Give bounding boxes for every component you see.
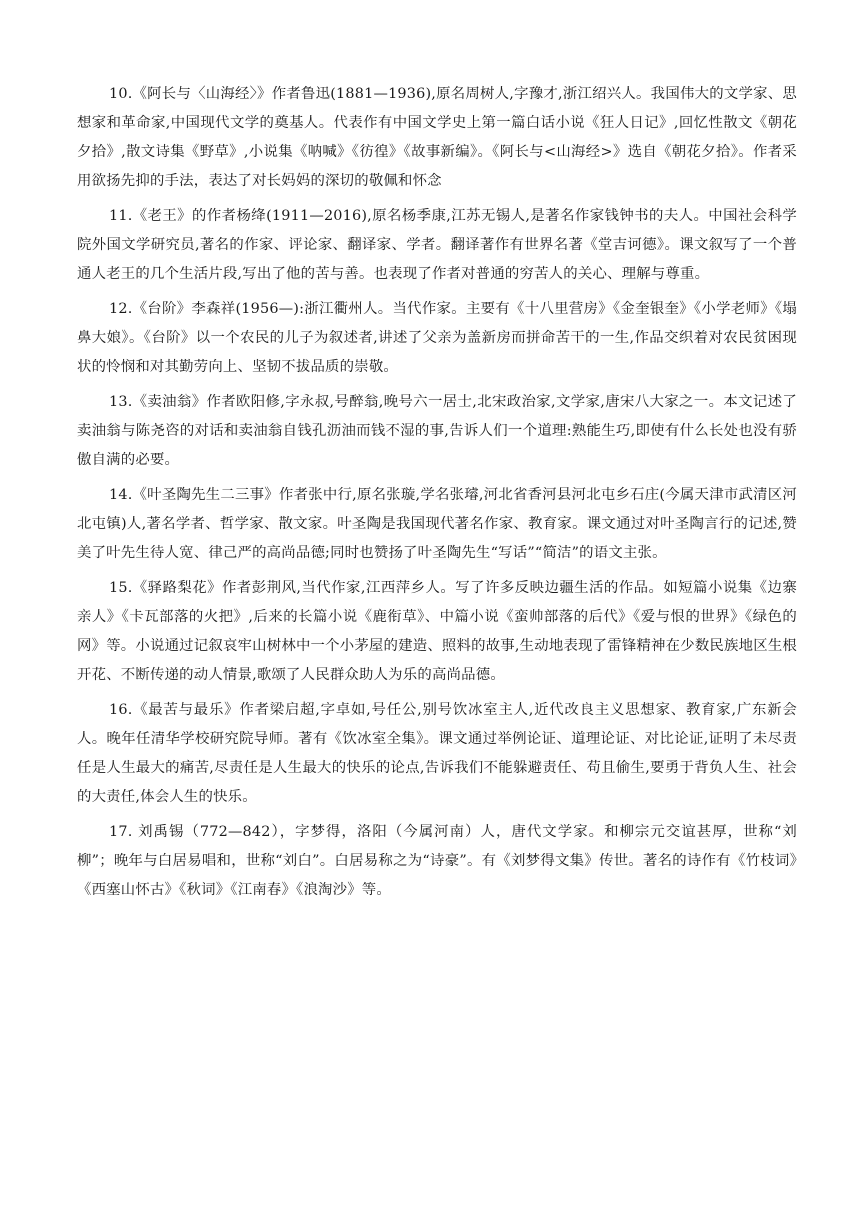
paragraph-16: 16.《最苦与最乐》作者梁启超,字卓如,号任公,别号饮冰室主人,近代改良主义思想家、教育家,广东新会人。晚年任清华学校研究院导师。著有《饮冰室全集》。课文通过举例论证、道理论证、对比论证,证明了未尽责任是人生最大的痛苦,尽责任是人生最大的快乐的论点,告诉我们不能躲避责任、苟且偷生,要勇于背负人生、社会的大责任,体会人生的快乐。 [77, 702, 797, 805]
document-body [77, 80, 797, 911]
paragraph-11: 11.《老王》的作者杨绛(1911—2016),原名杨季康,江苏无锡人,是著名作家钱钟书的夫人。中国社会科学院外国文学研究员,著名的作家、评论家、翻译家、学者。翻译著作有世界名著《堂吉诃德》。课文叙写了一个普通人老王的几个生活片段,写出了他的苦与善。也表现了作者对普通的穷苦人的关心、理解与尊重。 [77, 208, 797, 282]
paragraph-15: 15.《驿路梨花》作者彭荆风,当代作家,江西萍乡人。写了许多反映边疆生活的作品。如短篇小说集《边寨亲人》《卡瓦部落的火把》,后来的长篇小说《鹿衔草》、中篇小说《蛮帅部落的后代》《爱与恨的世界》《绿色的网》等。小说通过记叙哀牢山树林中一个小茅屋的建造、照料的故事,生动地表现了雷锋精神在少数民族地区生根开花、不断传递的动人情景,歌颂了人民群众助人为乐的高尚品德。 [77, 580, 797, 683]
paragraph-14: 14.《叶圣陶先生二三事》作者张中行,原名张璇,学名张璿,河北省香河县河北屯乡石庄(今属天津市武清区河北屯镇)人,著名学者、哲学家、散文家。叶圣陶是我国现代著名作家、教育家。课文通过对叶圣陶言行的记述,赞美了叶先生待人宽、律己严的高尚品德;同时也赞扬了叶圣陶先生“写话”“简洁”的语文主张。 [77, 487, 797, 561]
paragraph-13: 13.《卖油翁》作者欧阳修,字永叔,号醉翁,晚号六一居士,北宋政治家,文学家,唐宋八大家之一。本文记述了卖油翁与陈尧咨的对话和卖油翁自钱孔沥油而钱不湿的事,告诉人们一个道理:熟能生巧,即使有什么长处也没有骄傲自满的必要。 [77, 394, 797, 468]
paragraph-12: 12.《台阶》李森祥(1956—):浙江衢州人。当代作家。主要有《十八里营房》《金奎银奎》《小学老师》《塌鼻大娘》。《台阶》以一个农民的儿子为叙述者,讲述了父亲为盖新房而拼命苦干的一生,作品交织着对农民贫困现状的怜悯和对其勤劳向上、坚韧不拔品质的崇敬。 [77, 301, 797, 375]
paragraph-10: 10.《阿长与〈山海经〉》作者鲁迅(1881—1936),原名周树人,字豫才,浙江绍兴人。我国伟大的文学家、思想家和革命家,中国现代文学的奠基人。代表作有中国文学史上第一篇白话小说《狂人日记》,回忆性散文《朝花夕拾》,散文诗集《野草》,小说集《呐喊》《彷徨》《故事新编》。《阿长与<山海经>》选自《朝花夕拾》。作者采用欲扬先抑的手法，表达了对长妈妈的深切的敬佩和怀念 [77, 86, 797, 189]
paragraph-17: 17. 刘禹锡（772—842），字梦得，洛阳（今属河南）人，唐代文学家。和柳宗元交谊甚厚，世称“刘柳”；晚年与白居易唱和，世称“刘白”。白居易称之为“诗豪”。有《刘梦得文集》传世。著名的诗作有《竹枝词》《西塞山怀古》《秋词》《江南春》《浪淘沙》等。 [77, 824, 797, 898]
